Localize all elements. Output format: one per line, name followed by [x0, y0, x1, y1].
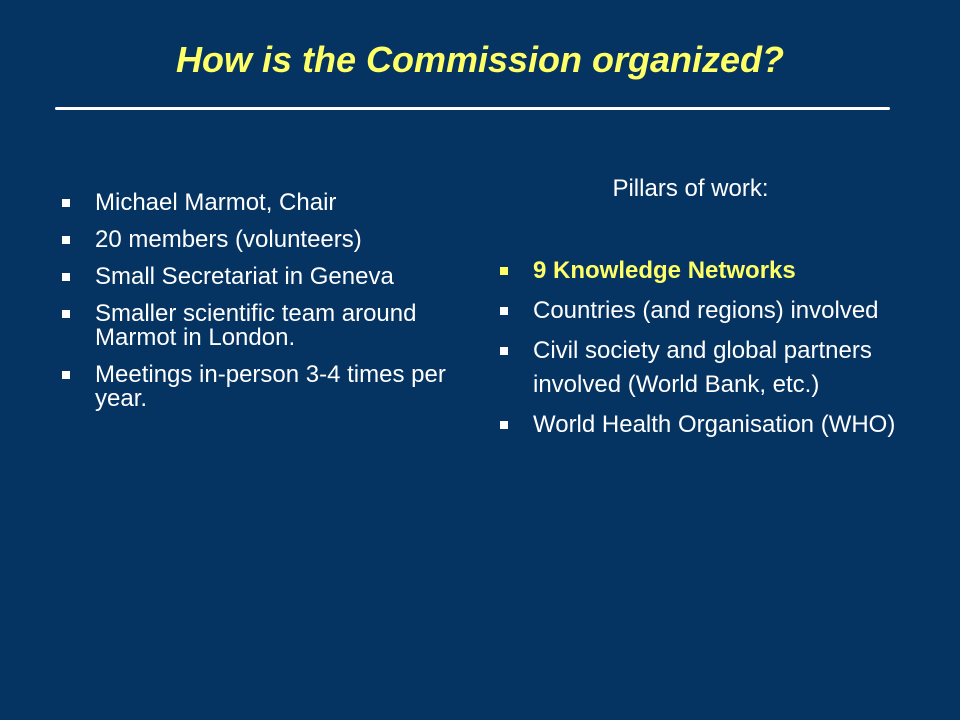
- square-bullet-icon: [62, 273, 70, 281]
- right-bullet-text: Civil society and global partners involved (World Bank, etc.): [533, 337, 872, 398]
- square-bullet-icon: [500, 307, 508, 315]
- slide-title: How is the Commission organized?: [175, 39, 785, 80]
- left-bullet-text: Michael Marmot, Chair: [95, 189, 337, 216]
- pillars-heading: Pillars of work:: [612, 175, 769, 202]
- square-bullet-icon: [500, 421, 508, 429]
- square-bullet-icon: [62, 236, 70, 244]
- left-bullet-text: 20 members (volunteers): [95, 226, 362, 253]
- square-bullet-icon: [62, 371, 70, 379]
- right-bullet-list: [498, 254, 898, 442]
- left-bullet-item: [60, 363, 460, 411]
- right-bullet-item: [498, 334, 898, 402]
- left-bullet-text: Small Secretariat in Geneva: [95, 263, 394, 290]
- square-bullet-icon: [500, 267, 508, 275]
- right-column: [498, 172, 898, 448]
- right-bullet-item: [498, 408, 898, 442]
- left-bullet-item: [60, 228, 460, 252]
- square-bullet-icon: [62, 199, 70, 207]
- right-bullet-item: [498, 294, 898, 328]
- left-bullet-item: [60, 191, 460, 215]
- left-bullet-item: [60, 265, 460, 289]
- left-bullet-text: Meetings in-person 3-4 times per year.: [95, 361, 446, 412]
- left-bullet-item: [60, 302, 460, 350]
- square-bullet-icon: [500, 347, 508, 355]
- right-bullet-item-highlighted: [498, 254, 898, 288]
- left-bullet-list: [60, 191, 460, 411]
- left-column: [60, 191, 460, 424]
- right-bullet-text: 9 Knowledge Networks: [533, 257, 796, 284]
- title-divider: [55, 107, 890, 110]
- square-bullet-icon: [62, 310, 70, 318]
- right-bullet-text: Countries (and regions) involved: [533, 297, 879, 324]
- right-bullet-text: World Health Organisation (WHO): [533, 411, 896, 438]
- left-bullet-text: Smaller scientific team around Marmot in London.: [95, 300, 417, 351]
